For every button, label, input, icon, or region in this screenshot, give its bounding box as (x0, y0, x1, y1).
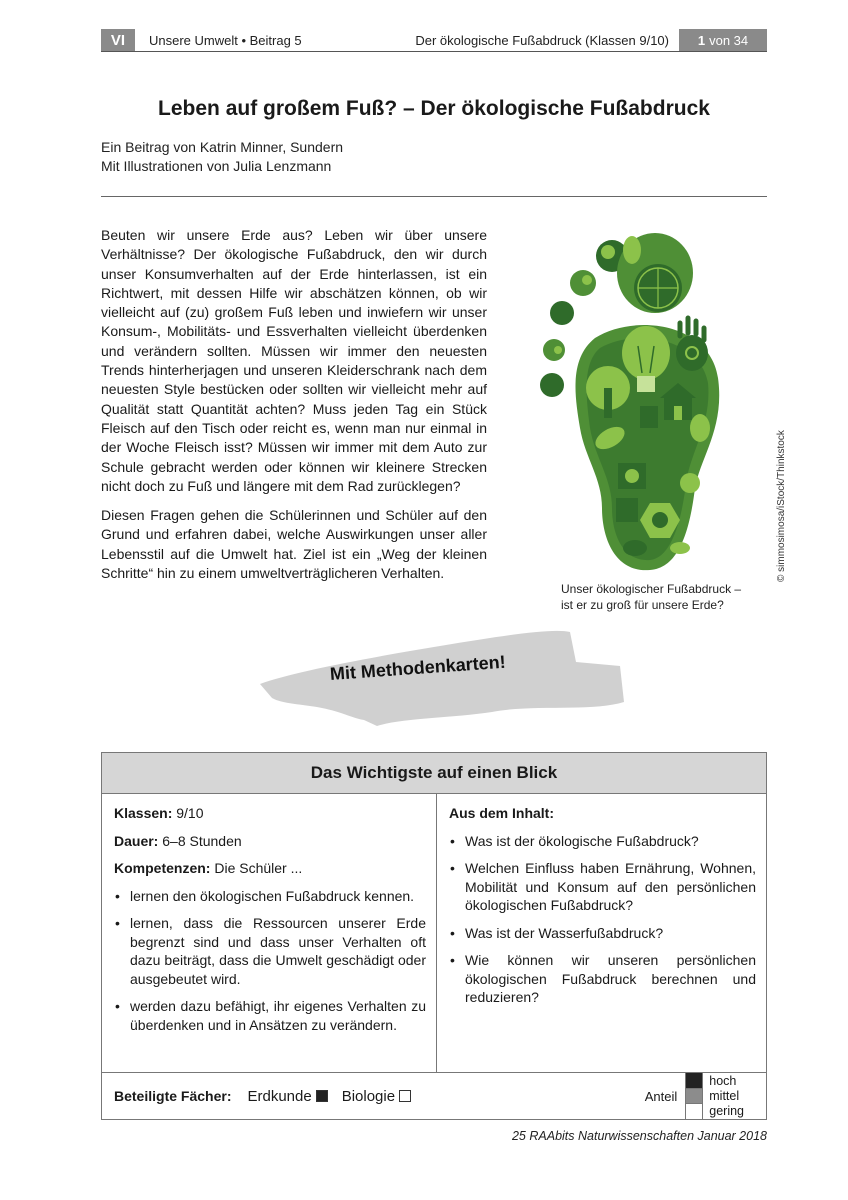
swatch-low-icon (686, 1104, 702, 1119)
summary-box (101, 752, 767, 1120)
topic-label: Der ökologische Fußabdruck (Klassen 9/10) (415, 32, 669, 48)
share-legend (645, 1073, 766, 1119)
subject-name: Erdkunde (247, 1087, 312, 1105)
eco-footprint-icon (540, 228, 740, 578)
summary-right-column (437, 794, 766, 1072)
dauer-value: 6–8 Stunden (162, 832, 242, 849)
byline-illustrator: Mit Illustrationen von Julia Lenzmann (101, 158, 332, 174)
klassen-value: 9/10 (176, 805, 204, 821)
legend-item: gering (709, 1103, 744, 1118)
divider (101, 196, 767, 197)
inhalt-list (449, 832, 756, 1007)
swatch-medium-icon (686, 1089, 702, 1105)
list-item: • lernen den ökologischen Fußabdruck kennen. (114, 887, 426, 906)
list-item: • Welchen Einfluss haben Ernährung, Wohnen, Mobilität und Konsum auf den persönlichen ökologischen Fußabdruck? (449, 859, 756, 915)
klassen-row (114, 804, 426, 823)
legend-item: hoch (709, 1073, 737, 1088)
inhalt-label: Aus dem Inhalt: (449, 805, 555, 821)
page-current: 1 (697, 32, 706, 48)
kompetenzen-intro: Die Schüler ... (214, 860, 303, 876)
caption-line: ist er zu groß für unsere Erde? (561, 598, 724, 612)
share-high-icon (316, 1090, 328, 1102)
list-item: • werden dazu befähigt, ihr eigenes Verhalten zu überdenken und in Ansätzen zu verändern. (114, 997, 426, 1034)
article-body (101, 226, 487, 593)
legend-label: Anteil (644, 1088, 678, 1104)
page-header (101, 29, 767, 52)
subjects-row (102, 1073, 766, 1119)
list-item: • Was ist der Wasserfußabdruck? (449, 924, 756, 943)
series-label: Unsere Umwelt • Beitrag 5 (149, 32, 302, 48)
article-title: Leben auf großem Fuß? – Der ökologische Fußabdruck (158, 97, 710, 120)
summary-left-column (102, 794, 437, 1072)
subject-name: Biologie (341, 1087, 396, 1105)
banner-label: Mit Methodenkarten! (329, 651, 507, 684)
section-badge: VI (101, 29, 135, 51)
klassen-label: Klassen: (114, 805, 173, 821)
byline-author: Ein Beitrag von Katrin Minner, Sundern (101, 139, 344, 155)
legend-item: mittel (709, 1088, 740, 1103)
subjects-label: Beteiligte Fächer: (114, 1088, 232, 1104)
legend-swatches (685, 1073, 703, 1119)
kompetenzen-label: Kompetenzen: (114, 860, 211, 876)
swatch-high-icon (686, 1073, 702, 1089)
image-credit: © simmosimosa/iStock/Thinkstock (776, 430, 787, 582)
dauer-row (114, 832, 426, 851)
dauer-label: Dauer: (114, 832, 159, 849)
page-indicator (679, 29, 767, 51)
figure-caption (561, 581, 741, 613)
page-footer: 25 RAAbits Naturwissenschaften Januar 2018 (511, 1129, 767, 1143)
paragraph: Beuten wir unsere Erde aus? Leben wir über unsere Verhältnisse? Der ökologische Fußabdruck, den wir durch unser Konsumverhalten auf der Erde hinterlassen, ist ein Richtwert, mit dessen Hilfe wir abschätzen können, ob wir vielleicht auf (zu) großem Fuß leben und inwiefern wir unser Konsum-, Mobilitäts- und Essverhalten vielleicht überdenken und verändern sollten. Müssen wir immer den neuesten Trends hinterherjagen und unseren Kleiderschrank nach dem neuesten Style bestücken oder sollten wir vielleicht mehr auf Qualität statt Quantität achten? Muss jeden Tag ein Stück Fleisch auf den Tisch oder reicht es, wenn man nur einmal in der Woche Fleisch isst? Müssen wir immer mit dem Auto zur Schule gebracht werden oder können wir kleinere Strecken nicht doch zu Fuß und längere mit dem Rad zurücklegen? (101, 227, 487, 494)
inhalt-heading (449, 804, 756, 823)
byline (101, 138, 343, 176)
list-item: • Wie können wir unseren persönlichen ökologischen Fußabdruck berechnen und reduzieren? (449, 951, 756, 1007)
kompetenzen-row (114, 859, 426, 878)
caption-line: Unser ökologischer Fußabdruck – (561, 582, 742, 596)
list-item: • lernen, dass die Ressourcen unserer Erde begrenzt sind und dass unser Verhalten oft dazu beiträgt, dass die Umwelt geschädigt oder ausgebeutet wird. (114, 914, 426, 988)
kompetenzen-list (114, 887, 426, 1035)
summary-title: Das Wichtigste auf einen Blick (102, 753, 766, 794)
paragraph: Diesen Fragen gehen die Schülerinnen und Schüler auf den Grund und erfahren dabei, welche Auswirkungen unser aller Lebensstil auf die Umwelt hat. Ziel ist ein „Weg der kleinen Schritte“ hin zu einem umweltverträglicheren Verhalten. (101, 507, 487, 582)
legend-names (703, 1074, 766, 1119)
share-low-icon (399, 1090, 411, 1102)
list-item: • Was ist der ökologische Fußabdruck? (449, 832, 756, 851)
page-total: von 34 (709, 32, 749, 48)
